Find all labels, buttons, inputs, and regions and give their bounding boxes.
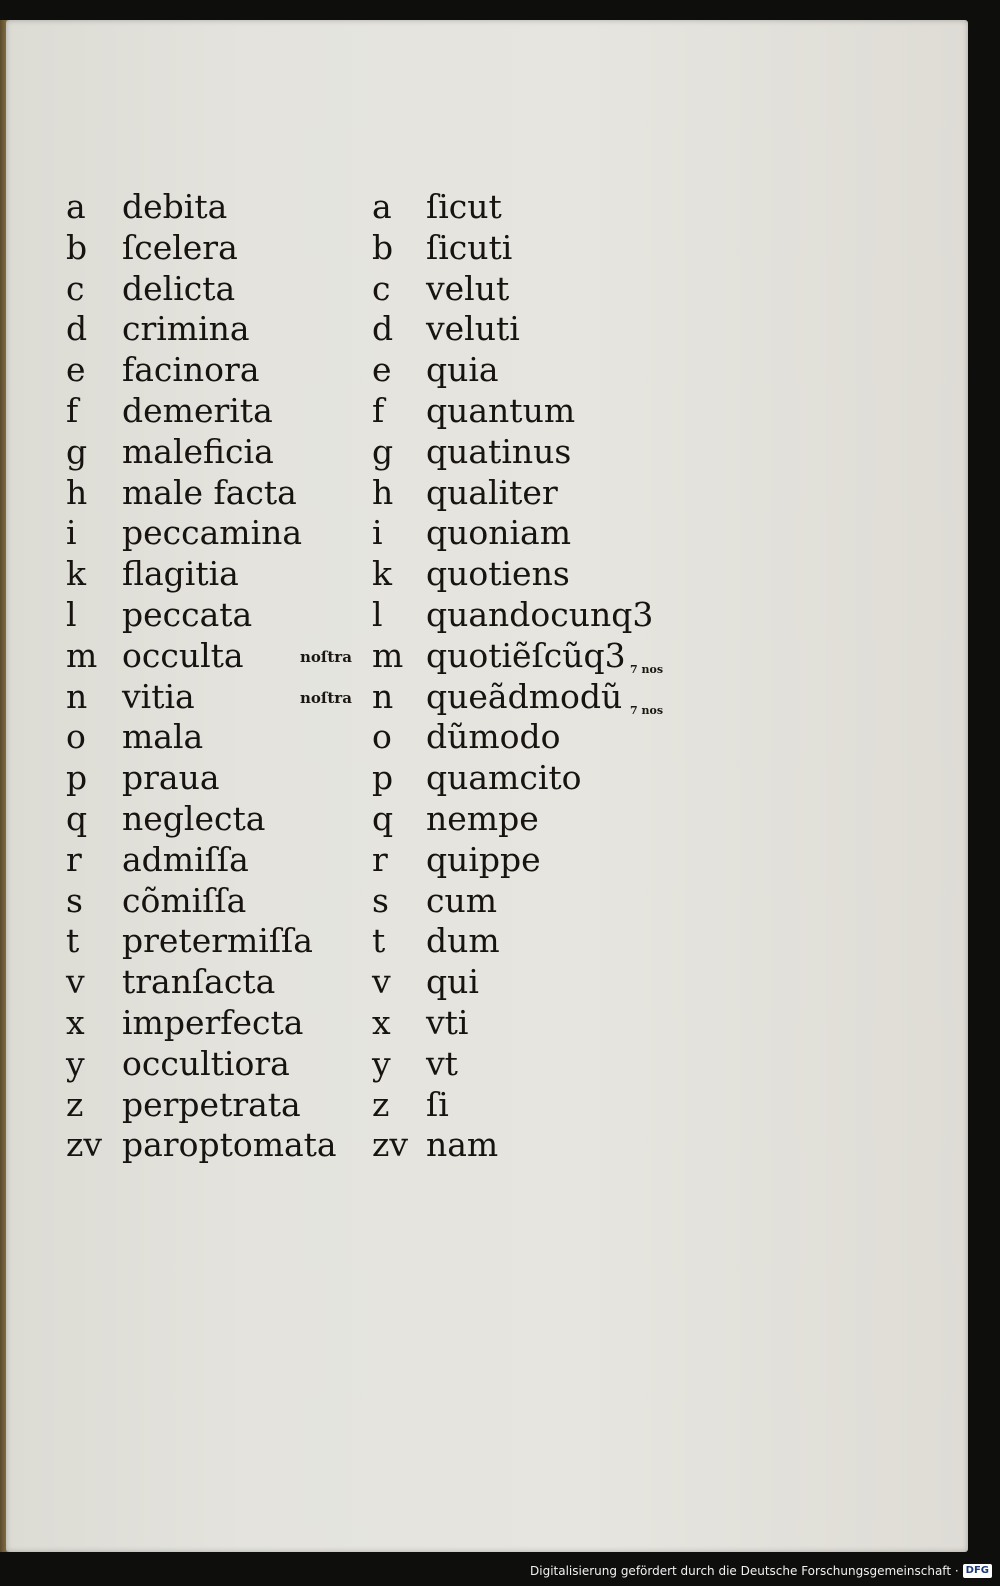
right-entry: [0, 227, 1000, 268]
right-entry-letter: x: [372, 1003, 391, 1042]
right-entry-suffix: 7 nos: [630, 703, 664, 717]
right-entry: [0, 349, 1000, 390]
left-entry-word: debita: [122, 187, 228, 226]
right-entry-letter: i: [372, 513, 383, 553]
left-entry-letter: m: [66, 635, 98, 675]
right-entry-letter: o: [372, 717, 392, 757]
left-entry-letter: y: [66, 1043, 85, 1083]
right-entry: [0, 880, 1000, 921]
left-entry-word: occulta: [122, 635, 244, 675]
right-entry-word: dũmodo: [426, 717, 561, 757]
left-entry-letter: n: [66, 676, 88, 716]
right-entry-letter: c: [372, 268, 391, 308]
right-entry-word: queãdmodũ: [426, 676, 623, 716]
right-entry-word: nempe: [426, 799, 539, 838]
right-entry-word: quamcito: [426, 758, 582, 798]
right-entry-letter: t: [372, 921, 386, 961]
right-entry: [0, 1084, 1000, 1125]
left-entry-letter: s: [66, 880, 83, 920]
right-entry: [0, 390, 1000, 431]
right-entry: [0, 1002, 1000, 1043]
right-entry-letter: r: [372, 839, 388, 879]
right-entry: [0, 635, 1000, 676]
right-entry-word: ſicuti: [426, 227, 513, 267]
footer-text: Digitalisierung gefördert durch die Deutsche Forschungsgemeinschaft ·: [530, 1564, 959, 1578]
left-entry-word: mala: [122, 717, 204, 757]
right-entry-letter: b: [372, 227, 394, 267]
left-entry-letter: zv: [66, 1125, 103, 1165]
right-entry: [0, 716, 1000, 757]
right-entry-word: ſi: [426, 1084, 449, 1124]
left-entry-word: maleficia: [122, 431, 274, 471]
right-entry-letter: q: [372, 799, 394, 838]
left-entry-word: demerita: [122, 391, 273, 430]
left-entry-word: crimina: [122, 309, 250, 349]
left-entry-letter: c: [66, 268, 85, 308]
right-entry: [0, 308, 1000, 349]
left-entry-letter: g: [66, 431, 88, 471]
left-entry-letter: x: [66, 1003, 85, 1042]
right-entry-prefix: noſtra: [300, 688, 352, 707]
right-entry-letter: h: [372, 472, 394, 512]
right-entry: [0, 186, 1000, 227]
right-entry: [0, 512, 1000, 553]
left-entry-letter: a: [66, 187, 86, 226]
right-entry: [0, 1124, 1000, 1165]
left-entry-letter: t: [66, 921, 80, 961]
right-entry-word: nam: [426, 1125, 499, 1165]
right-entry-letter: m: [372, 635, 404, 675]
right-entry-word: vti: [426, 1003, 469, 1042]
right-entry-letter: g: [372, 431, 394, 471]
right-entry-word: velut: [426, 268, 510, 308]
right-entry-word: quippe: [426, 839, 541, 879]
left-entry-letter: v: [66, 962, 85, 1002]
right-entry-letter: e: [372, 350, 392, 390]
right-entry-word: quoniam: [426, 513, 572, 553]
right-entry-word: ſicut: [426, 187, 502, 226]
left-entry-word: perpetrata: [122, 1084, 301, 1124]
left-entry-letter: b: [66, 227, 88, 267]
right-entry-letter: n: [372, 676, 394, 716]
right-entry: [0, 431, 1000, 472]
right-entry: [0, 594, 1000, 635]
right-entry: [0, 798, 1000, 839]
right-entry: [0, 268, 1000, 309]
left-entry-letter: d: [66, 309, 88, 349]
right-entry-word: qui: [426, 962, 479, 1002]
right-entry: [0, 553, 1000, 594]
right-entry-suffix: 7 nos: [630, 662, 664, 676]
left-entry-word: paroptomata: [122, 1125, 337, 1165]
left-entry-letter: i: [66, 513, 77, 553]
right-entry-letter: y: [372, 1043, 391, 1083]
left-entry-word: flagitia: [122, 554, 239, 594]
left-entry-word: neglecta: [122, 799, 266, 838]
left-entry-letter: f: [66, 391, 79, 430]
left-entry-word: peccata: [122, 595, 253, 634]
right-entry-word: dum: [426, 921, 500, 961]
left-entry-letter: e: [66, 350, 86, 390]
right-entry: [0, 839, 1000, 880]
left-entry-letter: p: [66, 758, 88, 798]
left-entry-word: admiſſa: [122, 839, 249, 879]
left-entry-letter: z: [66, 1084, 84, 1124]
right-entry-word: quia: [426, 350, 499, 390]
right-entry: [0, 920, 1000, 961]
left-entry-word: tranſacta: [122, 962, 276, 1002]
left-entry-word: pretermiſſa: [122, 921, 313, 961]
right-entry-letter: a: [372, 187, 392, 226]
right-entry-letter: k: [372, 554, 392, 594]
left-entry-letter: r: [66, 839, 82, 879]
left-entry-word: occultiora: [122, 1043, 290, 1083]
left-entry-word: vitia: [122, 676, 195, 716]
left-entry-word: ſcelera: [122, 227, 238, 267]
right-entry-word: quantum: [426, 391, 576, 430]
left-entry-word: cõmiſſa: [122, 880, 247, 920]
left-entry-word: peccamina: [122, 513, 303, 553]
right-entry-word: vt: [426, 1043, 458, 1083]
left-entry-letter: h: [66, 472, 88, 512]
left-entry-letter: k: [66, 554, 86, 594]
dfg-logo-icon: DFG: [963, 1564, 992, 1578]
right-entry-prefix: noſtra: [300, 647, 352, 666]
left-entry-letter: q: [66, 799, 88, 838]
left-entry-letter: o: [66, 717, 86, 757]
right-entry-word: veluti: [426, 309, 520, 349]
right-entry-letter: z: [372, 1084, 390, 1124]
left-entry-word: praua: [122, 758, 220, 798]
left-entry-word: male facta: [122, 472, 297, 512]
left-entry-letter: l: [66, 595, 77, 634]
right-entry-word: quotiẽſcũq3: [426, 635, 626, 675]
left-entry-word: delicta: [122, 268, 236, 308]
right-entry: [0, 676, 1000, 717]
right-entry: [0, 472, 1000, 513]
right-entry-letter: s: [372, 880, 389, 920]
left-entry-word: imperfecta: [122, 1003, 304, 1042]
right-entry: [0, 757, 1000, 798]
right-entry: [0, 961, 1000, 1002]
right-entry-word: quotiens: [426, 554, 570, 594]
right-entry-letter: v: [372, 962, 391, 1002]
right-entry-word: cum: [426, 880, 498, 920]
right-entry-letter: zv: [372, 1125, 409, 1165]
left-entry-word: facinora: [122, 350, 260, 390]
right-entry-word: qualiter: [426, 472, 558, 512]
right-entry-word: quatinus: [426, 431, 572, 471]
right-entry-letter: f: [372, 391, 385, 430]
footer-credit: [530, 1562, 992, 1580]
right-entry-letter: p: [372, 758, 394, 798]
right-entry-letter: d: [372, 309, 394, 349]
right-entry-letter: l: [372, 595, 383, 634]
right-entry: [0, 1043, 1000, 1084]
right-entry-word: quandocunq3: [426, 595, 654, 634]
